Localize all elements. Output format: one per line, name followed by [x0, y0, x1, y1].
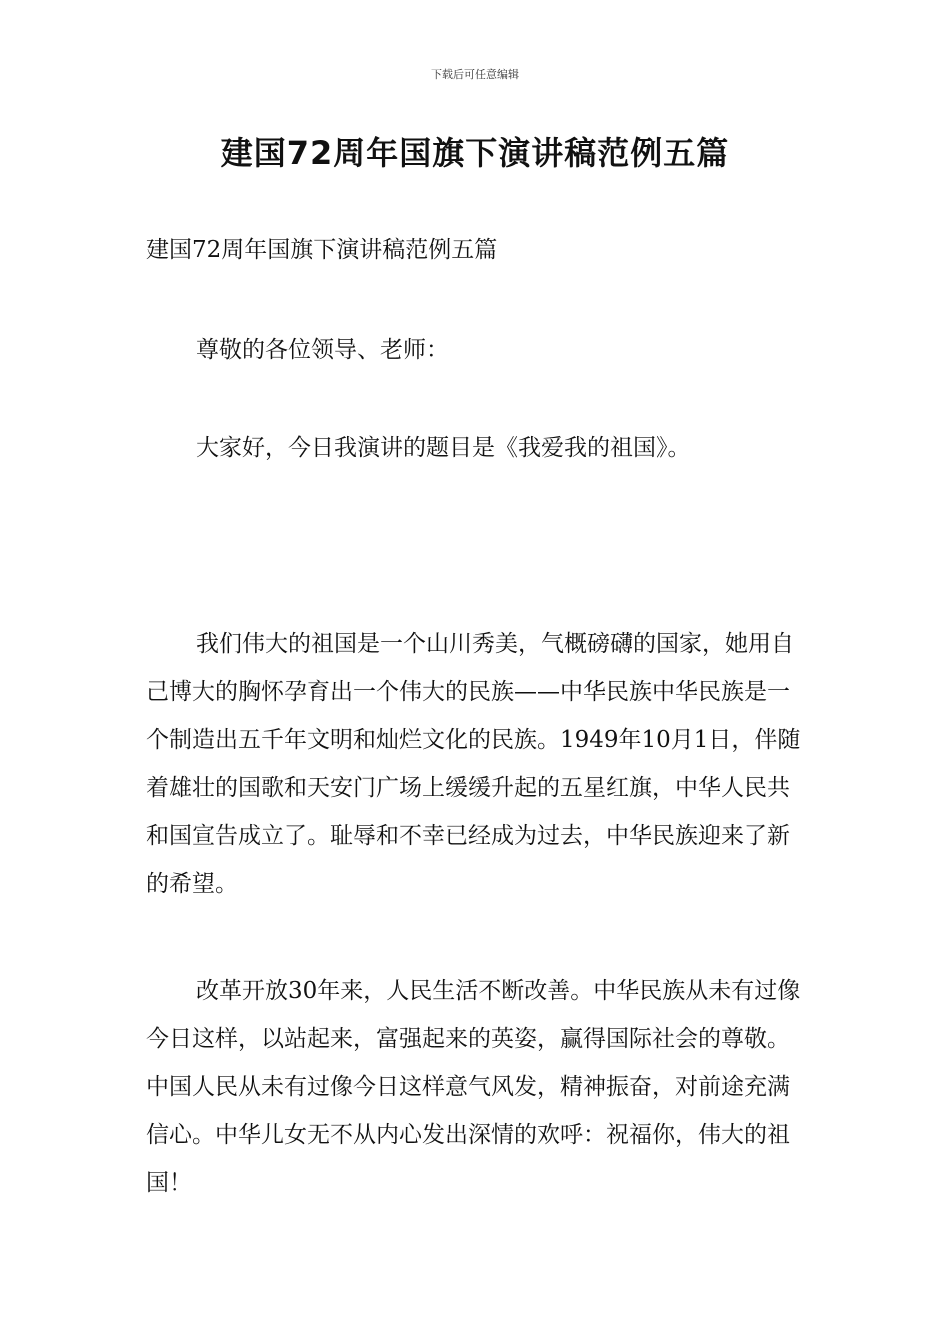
- opening-line: 大家好，今日我演讲的题目是《我爱我的祖国》。: [196, 435, 691, 461]
- greeting-line: 尊敬的各位领导、老师：: [196, 337, 449, 363]
- header-note: 下载后可任意编辑: [431, 68, 519, 81]
- body-paragraph: 改革开放30年来，人民生活不断改善。中华民族从未有过像今日这样，以站起来，富强起来的英姿，赢得国际社会的尊敬。中国人民从未有过像今日这样意气风发，精神振奋，对前途充满信心。中华儿女无不从内心发出深情的欢呼：祝福你，伟大的祖国！: [146, 978, 801, 1196]
- body-paragraph: 我们伟大的祖国是一个山川秀美，气概磅礴的国家，她用自己博大的胸怀孕育出一个伟大的民族——中华民族中华民族是一个制造出五千年文明和灿烂文化的民族。1949年10月1日，伴随着雄壮的国歌和天安门广场上缓缓升起的五星红旗，中华人民共和国宣告成立了。耻辱和不幸已经成为过去，中华民族迎来了新的希望。: [146, 631, 801, 897]
- document-title: 建国72周年国旗下演讲稿范例五篇: [220, 134, 730, 172]
- document-subtitle: 建国72周年国旗下演讲稿范例五篇: [146, 237, 498, 263]
